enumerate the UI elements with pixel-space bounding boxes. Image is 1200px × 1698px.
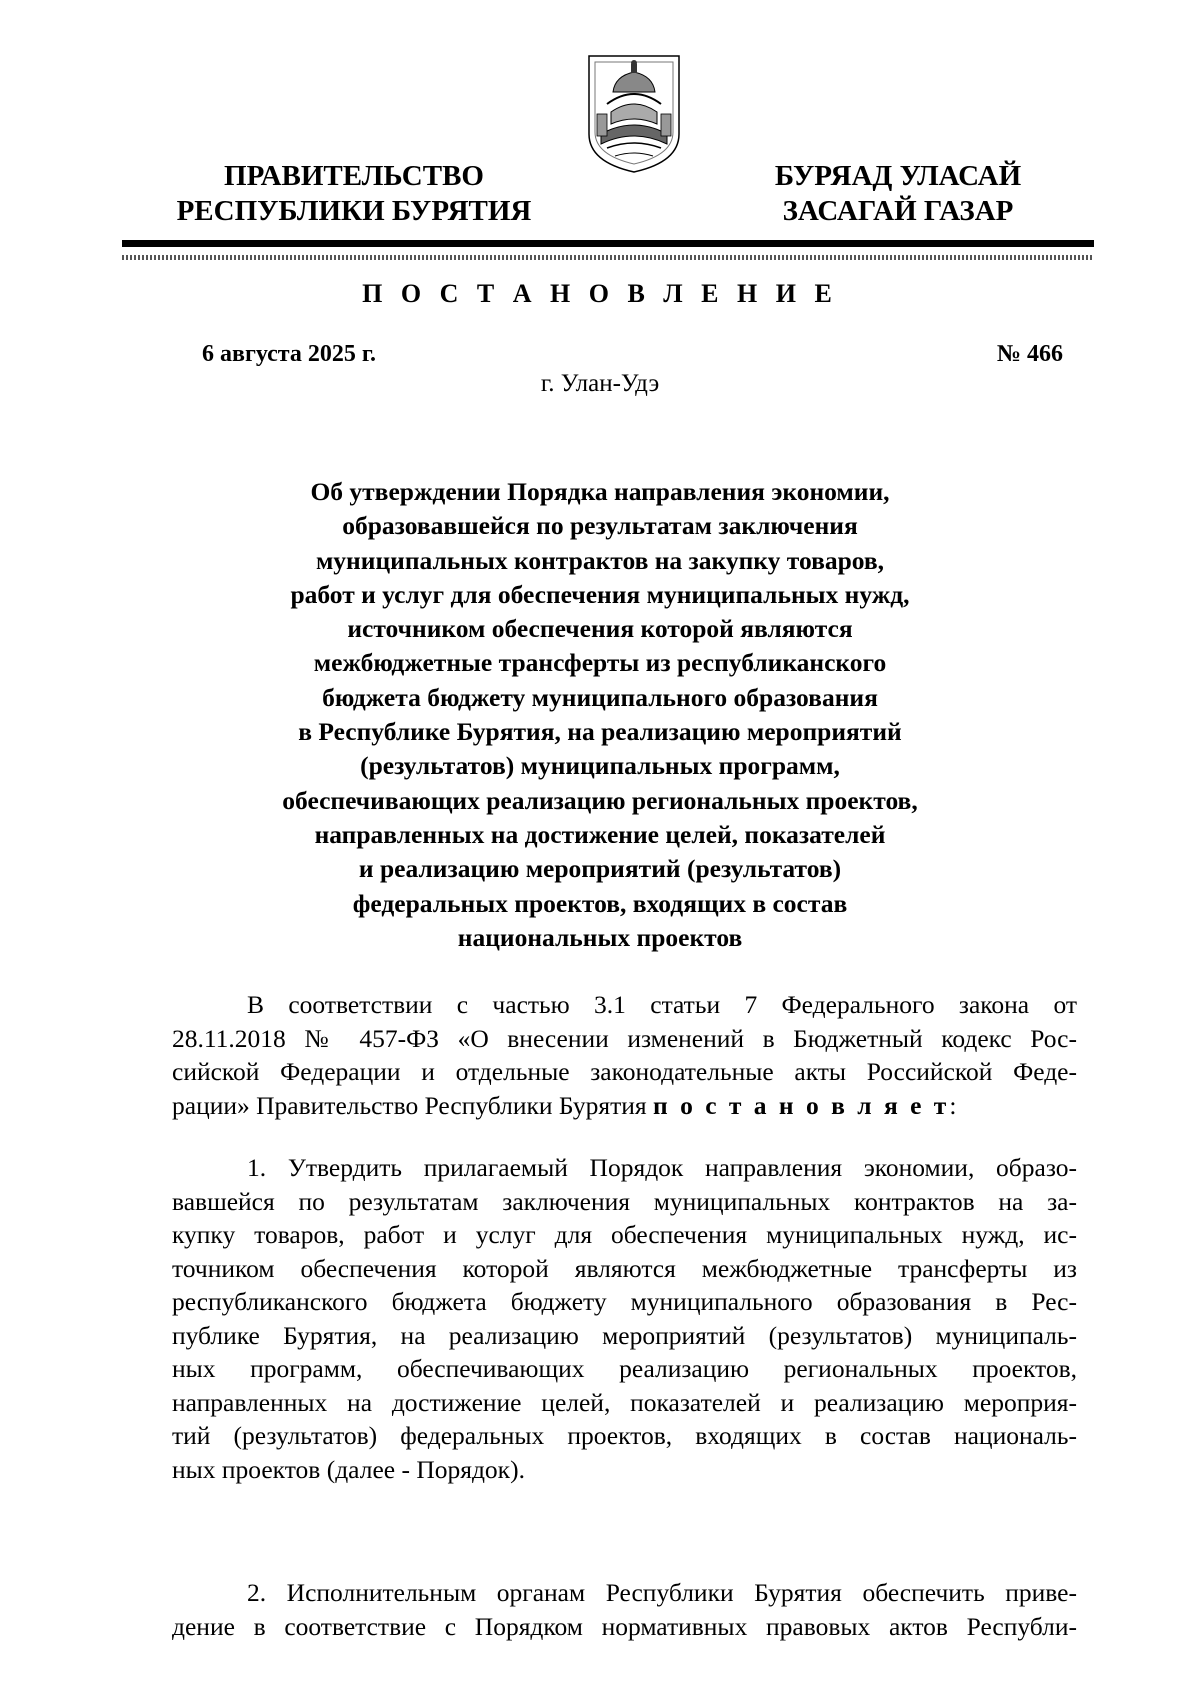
body-line: купку товаров, работ и услуг для обеспечения муниципальных нужд, ис- — [172, 1220, 1077, 1249]
item-2-paragraph — [172, 1576, 1077, 1643]
preamble-last-colon: : — [949, 1090, 957, 1120]
coat-of-arms-icon — [585, 52, 683, 176]
body-line: республиканского бюджета бюджету муниципального образования в Рес- — [172, 1287, 1077, 1316]
body-line: тий (результатов) федеральных проектов, входящих в состав националь- — [172, 1421, 1077, 1450]
body-line: сийской Федерации и отдельные законодательные акты Российской Феде- — [172, 1057, 1077, 1086]
body-line: 2. Исполнительным органам Республики Бурятия обеспечить приве- — [247, 1578, 1077, 1607]
header-divider-thick — [122, 240, 1094, 247]
government-name-buryat — [748, 159, 1048, 229]
preamble-paragraph — [172, 988, 1077, 1122]
title-line: работ и услуг для обеспечения муниципальных нужд, — [290, 579, 910, 609]
body-line: 28.11.2018 № 457-ФЗ «О внесении изменений в Бюджетный кодекс Рос- — [172, 1023, 1077, 1053]
header-left-line-1: ПРАВИТЕЛЬСТВО — [224, 160, 484, 192]
document-city: г. Улан-Удэ — [540, 370, 660, 397]
body-line: В соответствии с частью 3.1 статьи 7 Федерального закона от — [247, 990, 1077, 1019]
header-right-line-1: БУРЯАД УЛАСАЙ — [774, 160, 1022, 192]
title-line: национальных проектов — [457, 922, 743, 952]
title-line: образовавшейся по результатам заключения — [342, 511, 858, 541]
header-left-line-2: РЕСПУБЛИКИ БУРЯТИЯ — [176, 195, 532, 227]
header-divider-thin — [122, 255, 1094, 260]
title-line: межбюджетные трансферты из республиканского — [313, 648, 887, 678]
document-type: П О С Т А Н О В Л Е Н И Е — [362, 279, 838, 308]
header-right-line-2: ЗАСАГАЙ ГАЗАР — [782, 195, 1014, 227]
body-line — [172, 1089, 1077, 1123]
government-name-russian — [176, 159, 532, 229]
title-line: муниципальных контрактов на закупку товаров, — [315, 545, 885, 575]
body-line: направленных на достижение целей, показателей и реализацию мероприя- — [172, 1387, 1077, 1417]
item-1-paragraph — [172, 1151, 1077, 1486]
title-line: обеспечивающих реализацию региональных проектов, — [282, 785, 918, 815]
body-line: дение в соответствие с Порядком нормативных правовых актов Республи- — [172, 1611, 1077, 1641]
document-title — [190, 475, 1010, 955]
body-line: публике Бурятия, на реализацию мероприятий (результатов) муниципаль- — [172, 1320, 1077, 1350]
resolution-keyword: п о с т а н о в л я е т — [653, 1090, 950, 1120]
title-line: источником обеспечения которой являются — [347, 614, 853, 644]
title-line: и реализацию мероприятий (результатов) — [358, 854, 842, 884]
preamble-last-text: рации» Правительство Республики Бурятия — [172, 1090, 654, 1120]
title-line: бюджета бюджету муниципального образования — [322, 682, 878, 712]
title-line: федеральных проектов, входящих в состав — [352, 888, 848, 918]
title-line: Об утверждении Порядка направления экономии, — [310, 477, 890, 506]
document-date: 6 августа 2025 г. — [202, 341, 377, 367]
body-line: ных проектов (далее - Порядок). — [172, 1454, 525, 1484]
title-line: (результатов) муниципальных программ, — [360, 751, 840, 781]
body-line: вавшейся по результатам заключения муниципальных контрактов на за- — [172, 1186, 1077, 1216]
document-number: № 466 — [996, 341, 1063, 367]
body-line: точником обеспечения которой являются межбюджетные трансферты из — [172, 1253, 1077, 1283]
body-line: ных программ, обеспечивающих реализацию региональных проектов, — [172, 1354, 1077, 1383]
body-line: 1. Утвердить прилагаемый Порядок направления экономии, образо- — [247, 1153, 1077, 1182]
title-line: направленных на достижение целей, показателей — [314, 819, 886, 849]
title-line: в Республике Бурятия, на реализацию мероприятий — [298, 717, 902, 747]
